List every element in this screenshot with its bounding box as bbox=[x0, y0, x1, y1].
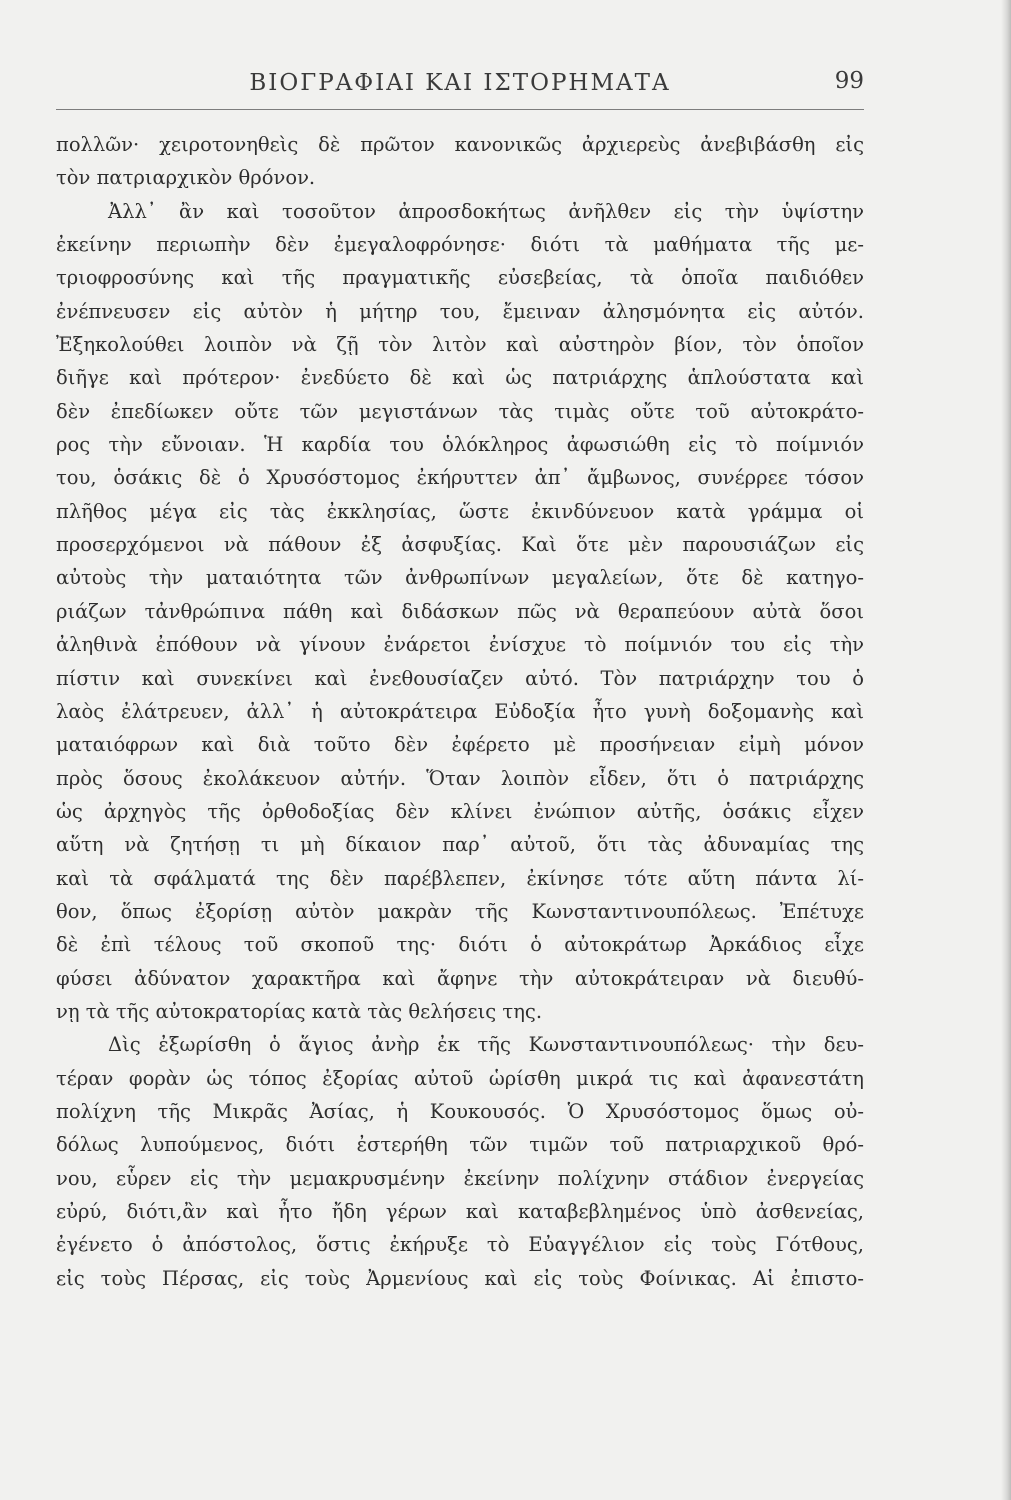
text-line: τριοφροσύνης καὶ τῆς πραγματικῆς εὐσεβείας, τὰ ὁποῖα παιδιόθεν bbox=[56, 266, 864, 290]
text-line: Ἀλλ᾽ ἂν καὶ τοσοῦτον ἀπροσδοκήτως ἀνῆλθεν εἰς τὴν ὑψίστην bbox=[108, 199, 864, 223]
text-line: πολίχνη τῆς Μικρᾶς Ἀσίας, ἡ Κουκουσός. Ὁ Χρυσόστομος ὅμως οὐ- bbox=[56, 1099, 864, 1123]
text-line: Ἐξηκολούθει λοιπὸν νὰ ζῇ τὸν λιτὸν καὶ αὐστηρὸν βίον, τὸν ὁποῖον bbox=[56, 333, 864, 357]
text-line: τέραν φορὰν ὡς τόπος ἐξορίας αὐτοῦ ὡρίσθη μικρά τις καὶ ἀφανεστάτη bbox=[56, 1066, 864, 1090]
text-line: ἐκείνην περιωπὴν δὲν ἐμεγαλοφρόνησε· διότι τὰ μαθήματα τῆς με- bbox=[56, 233, 864, 257]
body-text bbox=[56, 128, 864, 1295]
text-line: ριάζων τἀνθρώπινα πάθη καὶ διδάσκων πῶς νὰ θεραπεύουν αὐτὰ ὅσοι bbox=[56, 599, 864, 623]
text-line: ὡς ἀρχηγὸς τῆς ὀρθοδοξίας δὲν κλίνει ἐνώπιον αὐτῆς, ὁσάκις εἶχεν bbox=[56, 799, 864, 823]
text-line: πίστιν καὶ συνεκίνει καὶ ἐνεθουσίαζεν αὐτό. Τὸν πατριάρχην του ὁ bbox=[56, 666, 864, 690]
text-line: λαὸς ἐλάτρευεν, ἀλλ᾽ ἡ αὐτοκράτειρα Εὐδοξία ἦτο γυνὴ δοξομανὴς καὶ bbox=[56, 699, 864, 723]
text-line: πολλῶν· χειροτονηθεὶς δὲ πρῶτον κανονικῶς ἀρχιερεὺς ἀνεβιβάσθη εἰς bbox=[56, 133, 864, 156]
text-line: φύσει ἀδύνατον χαρακτῆρα καὶ ἄφηνε τὴν αὐτοκράτειραν νὰ διευθύ- bbox=[56, 966, 864, 990]
header-rule bbox=[56, 109, 864, 110]
text-line: δὲ ἐπὶ τέλους τοῦ σκοποῦ της· διότι ὁ αὐτοκράτωρ Ἀρκάδιος εἶχε bbox=[56, 933, 864, 957]
text-line: Δὶς ἐξωρίσθη ὁ ἅγιος ἀνὴρ ἐκ τῆς Κωνσταντινουπόλεως· τὴν δευ- bbox=[108, 1033, 864, 1057]
text-line: καὶ τὰ σφάλματά της δὲν παρέβλεπεν, ἐκίνησε τότε αὕτη πάντα λί- bbox=[56, 866, 864, 890]
text-line: ρος τὴν εὔνοιαν. Ἡ καρδία του ὁλόκληρος ἀφωσιώθη εἰς τὸ ποίμνιόν bbox=[56, 433, 864, 457]
text-line: θον, ὅπως ἐξορίσῃ αὐτὸν μακρὰν τῆς Κωνσταντινουπόλεως. Ἐπέτυχε bbox=[56, 899, 864, 923]
running-title: ΒΙΟΓΡΑΦΙΑΙ ΚΑΙ ΙΣΤΟΡΗΜΑΤΑ bbox=[249, 70, 671, 96]
text-line: νου, εὗρεν εἰς τὴν μεμακρυσμένην ἐκείνην πολίχνην στάδιον ἐνεργείας bbox=[56, 1166, 864, 1190]
page-header bbox=[56, 64, 864, 104]
text-line: διῆγε καὶ πρότερον· ἐνεδύετο δὲ καὶ ὡς πατριάρχης ἁπλούστατα καὶ bbox=[56, 366, 864, 390]
text-line: δόλως λυπούμενος, διότι ἐστερήθη τῶν τιμῶν τοῦ πατριαρχικοῦ θρό- bbox=[56, 1133, 864, 1157]
text-line: αὕτη νὰ ζητήσῃ τι μὴ δίκαιον παρ᾽ αὐτοῦ, ὅτι τὰς ἀδυναμίας της bbox=[56, 833, 864, 857]
text-line: εὐρύ, διότι,ἂν καὶ ἦτο ἤδη γέρων καὶ καταβεβλημένος ὑπὸ ἀσθενείας, bbox=[56, 1200, 864, 1223]
text-line: δὲν ἐπεδίωκεν οὔτε τῶν μεγιστάνων τὰς τιμὰς οὔτε τοῦ αὐτοκράτο- bbox=[56, 399, 864, 423]
text-line: ματαιόφρων καὶ διὰ τοῦτο δὲν ἐφέρετο μὲ προσήνειαν εἰμὴ μόνον bbox=[56, 733, 864, 757]
text-line: νῃ τὰ τῆς αὐτοκρατορίας κατὰ τὰς θελήσεις της. bbox=[56, 999, 543, 1023]
text-line: ἐγένετο ὁ ἀπόστολος, ὅστις ἐκήρυξε τὸ Εὐαγγέλιον εἰς τοὺς Γότθους, bbox=[56, 1233, 864, 1257]
text-line: αὐτοὺς τὴν ματαιότητα τῶν ἀνθρωπίνων μεγαλείων, ὅτε δὲ κατηγο- bbox=[56, 566, 864, 590]
text-line: ἀληθινὰ ἐπόθουν νὰ γίνουν ἐνάρετοι ἐνίσχυε τὸ ποίμνιόν του εἰς τὴν bbox=[56, 633, 864, 657]
text-line: πλῆθος μέγα εἰς τὰς ἐκκλησίας, ὥστε ἐκινδύνευον κατὰ γράμμα οἱ bbox=[56, 499, 864, 523]
text-line: εἰς τοὺς Πέρσας, εἰς τοὺς Ἀρμενίους καὶ εἰς τοὺς Φοίνικας. Αἱ ἐπιστο- bbox=[56, 1266, 864, 1290]
text-line: προσερχόμενοι νὰ πάθουν ἐξ ἀσφυξίας. Καὶ ὅτε μὲν παρουσιάζων εἰς bbox=[56, 533, 864, 557]
text-line: ἐνέπνευσεν εἰς αὐτὸν ἡ μήτηρ του, ἔμειναν ἀλησμόνητα εἰς αὐτόν. bbox=[56, 299, 864, 323]
text-line: πρὸς ὅσους ἐκολάκευον αὐτήν. Ὅταν λοιπὸν εἶδεν, ὅτι ὁ πατριάρχης bbox=[56, 766, 864, 790]
text-line: του, ὁσάκις δὲ ὁ Χρυσόστομος ἐκήρυττεν ἀπ᾽ ἄμβωνος, συνέρρεε τόσον bbox=[56, 466, 864, 490]
text-line: τὸν πατριαρχικὸν θρόνον. bbox=[56, 166, 316, 190]
page-number: 99 bbox=[834, 68, 864, 94]
page-edge-shadow bbox=[1001, 0, 1011, 1500]
